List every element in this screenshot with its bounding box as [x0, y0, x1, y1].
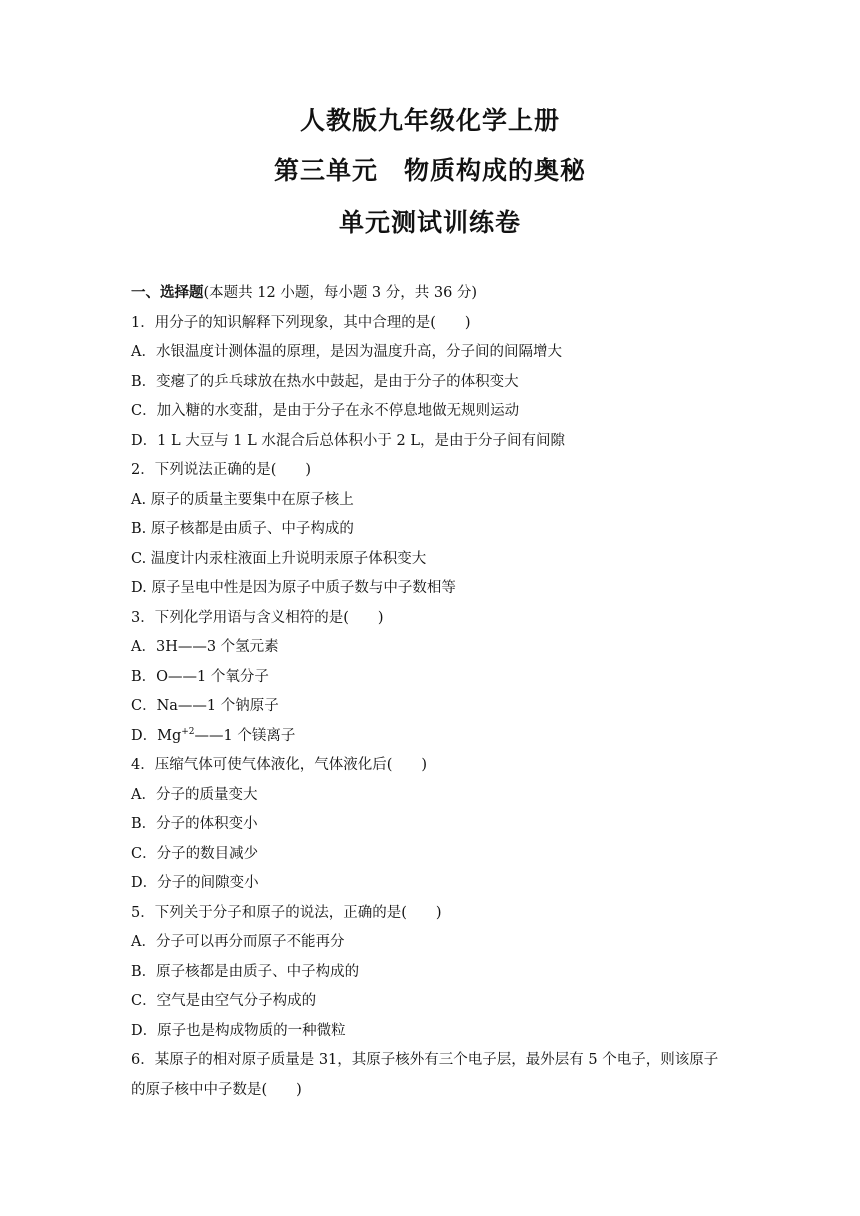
question-2-option-d: D. 原子呈电中性是因为原子中质子数与中子数相等 [131, 580, 456, 596]
question-3-option-d [131, 722, 741, 752]
question-5-option-c: C．空气是由空气分子构成的 [131, 993, 317, 1009]
question-5-option-a: A．分子可以再分而原子不能再分 [131, 934, 345, 950]
charge-superscript: +2 [181, 726, 195, 737]
question-2-option-c: C. 温度计内汞柱液面上升说明汞原子体积变大 [131, 550, 427, 567]
section-title: 一、选择题 [131, 285, 204, 301]
unit-number: 第三单元 [273, 156, 378, 185]
question-5-option-b: B．原子核都是由质子、中子构成的 [131, 963, 360, 980]
question-3-option-b: B．O——1 个氧分子 [131, 668, 269, 685]
question-3-option-a: A．3H——3 个氢元素 [131, 639, 279, 655]
doc-title: 人教版九年级化学上册 [299, 106, 560, 135]
question-2-stem: 2．下列说法正确的是( ) [131, 462, 312, 478]
question-5-option-d: D．原子也是构成物质的一种微粒 [131, 1022, 346, 1039]
test-subtitle: 单元测试训练卷 [338, 208, 521, 237]
question-4-option-a: A．分子的质量变大 [131, 786, 258, 803]
question-3-stem: 3．下列化学用语与含义相符的是( ) [131, 609, 384, 626]
question-4-option-d: D．分子的间隙变小 [131, 875, 259, 891]
question-4-option-c: C．分子的数目减少 [131, 845, 259, 862]
question-1-option-d: D．1 L 大豆与 1 L 水混合后总体积小于 2 L，是由于分子间有间隙 [131, 432, 565, 449]
question-1-option-a: A．水银温度计测体温的原理，是因为温度升高，分子间的间隔增大 [131, 344, 562, 360]
question-5-stem: 5．下列关于分子和原子的说法，正确的是( ) [131, 904, 442, 921]
question-1-stem: 1．用分子的知识解释下列现象，其中合理的是( ) [131, 314, 471, 331]
option-d-prefix: D．Mg [131, 727, 182, 744]
section-note: (本题共 12 小题，每小题 3 分，共 36 分) [203, 285, 478, 301]
unit-topic: 物质构成的奥秘 [404, 156, 587, 185]
question-4-option-b: B．分子的体积变小 [131, 816, 258, 832]
question-1-option-b: B．变瘪了的乒乓球放在热水中鼓起，是由于分子的体积变大 [131, 373, 519, 390]
question-2-option-b: B. 原子核都是由质子、中子构成的 [131, 521, 354, 537]
question-2-option-a: A. 原子的质量主要集中在原子核上 [131, 491, 354, 508]
question-list [131, 279, 741, 1105]
question-4-stem: 4．压缩气体可使气体液化，气体液化后( ) [131, 757, 428, 773]
section-heading [131, 279, 741, 309]
question-1-option-c: C．加入糖的水变甜，是由于分子在永不停息地做无规则运动 [131, 403, 520, 419]
question-6-stem-line2: 的原子核中中子数是( ) [131, 1081, 302, 1098]
question-3-option-c: C．Na——1 个钠原子 [131, 698, 279, 714]
question-6-stem-line1: 6．某原子的相对原子质量是 31，其原子核外有三个电子层，最外层有 5 个电子，则该原子 [131, 1052, 719, 1068]
option-d-suffix: ——1 个镁离子 [194, 727, 296, 744]
unit-title [0, 156, 860, 186]
